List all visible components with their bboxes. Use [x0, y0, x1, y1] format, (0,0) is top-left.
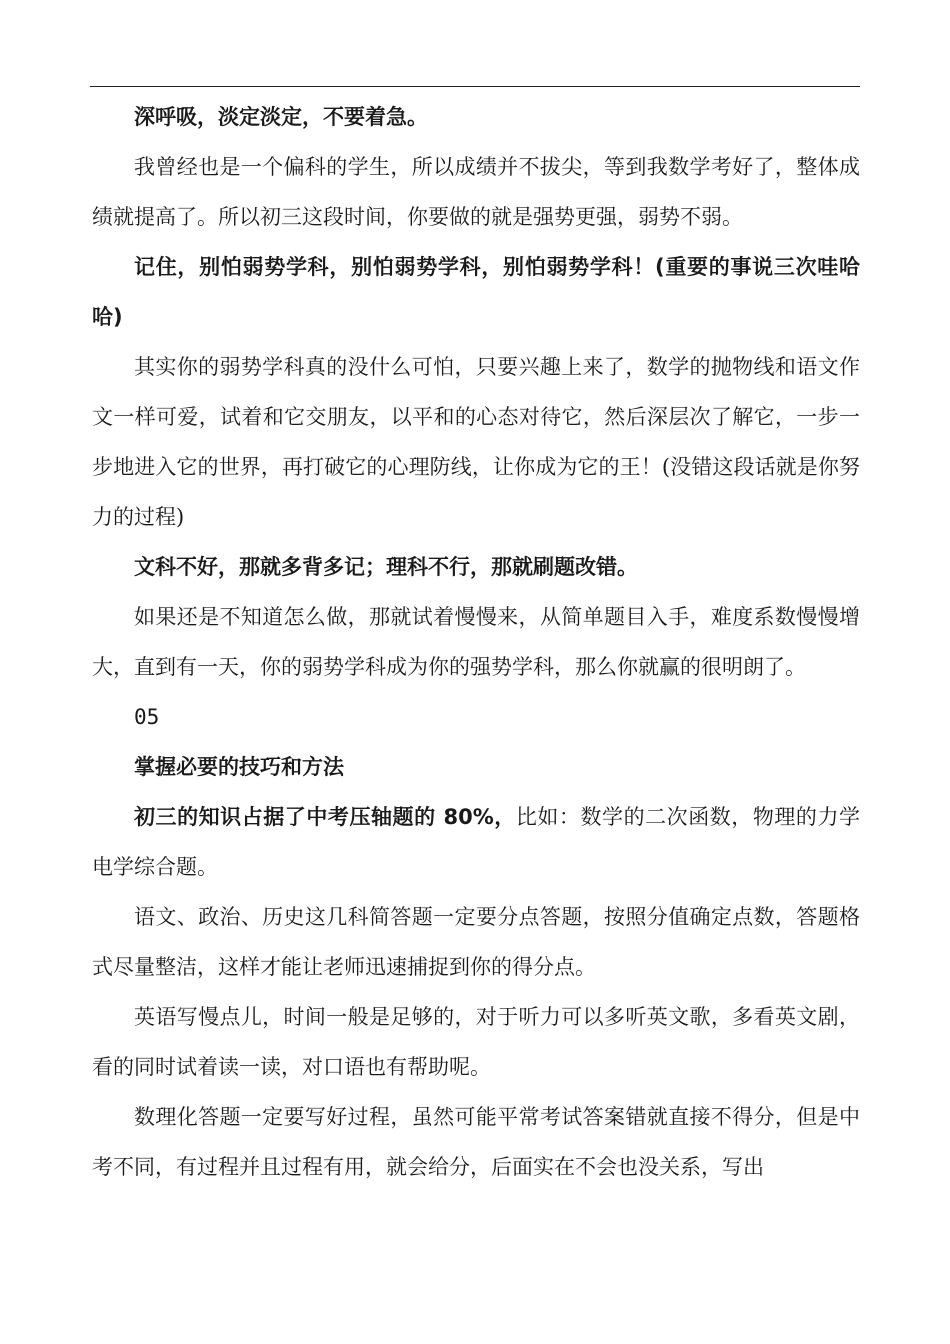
document-body [92, 92, 860, 1192]
text-run: 我曾经也是一个偏科的学生，所以成绩并不拔尖，等到我数学考好了，整体成绩就提高了。所以初三这段时间，你要做的就是强势更强，弱势不弱。 [92, 155, 860, 229]
paragraph-english [92, 992, 860, 1092]
section-heading [92, 742, 860, 792]
text-run: 比如：数学的二次函数，物理的力学电学综合题。 [92, 805, 861, 879]
paragraph-humanities [92, 892, 860, 992]
section-number [92, 692, 860, 742]
paragraph-science [92, 1092, 860, 1192]
text-run: 如果还是不知道怎么做，那就试着慢慢来，从简单题目入手，难度系数慢慢增大，直到有一天，你的弱势学科成为你的强势学科，那么你就赢的很明朗了。 [92, 605, 860, 679]
text-run: 掌握必要的技巧和方法 [134, 755, 344, 779]
paragraph-weak-subject [92, 342, 860, 542]
paragraph-calm [92, 92, 860, 142]
text-run: 初三的知识占据了中考压轴题的 80%， [134, 805, 516, 829]
text-run: 英语写慢点儿，时间一般是足够的，对于听力可以多听英文歌，多看英文剧，看的同时试着读一读，对口语也有帮助呢。 [92, 1005, 860, 1079]
header-rule [90, 86, 860, 87]
paragraph-slowly [92, 592, 860, 692]
paragraph-remember [92, 242, 860, 342]
text-run: 记住，别怕弱势学科，别怕弱势学科，别怕弱势学科！(重要的事说三次哇哈哈) [92, 255, 860, 329]
text-run: 语文、政治、历史这几科简答题一定要分点答题，按照分值确定点数，答题格式尽量整洁，这样才能让老师迅速捕捉到你的得分点。 [92, 905, 860, 979]
text-run: 文科不好，那就多背多记；理科不行，那就刷题改错。 [134, 555, 638, 579]
paragraph-liberal-science [92, 542, 860, 592]
text-run: 深呼吸，淡定淡定，不要着急。 [134, 105, 428, 129]
paragraph-experience [92, 142, 860, 242]
text-run: 数理化答题一定要写好过程，虽然可能平常考试答案错就直接不得分，但是中考不同，有过程并且过程有用，就会给分，后面实在不会也没关系，写出 [92, 1105, 860, 1179]
paragraph-knowledge [92, 792, 860, 892]
text-run: 其实你的弱势学科真的没什么可怕，只要兴趣上来了，数学的抛物线和语文作文一样可爱，试着和它交朋友，以平和的心态对待它，然后深层次了解它，一步一步地进入它的世界，再打破它的心理防线，让你成为它的王！(没错这段话就是你努力的过程) [92, 355, 860, 529]
text-run: 05 [134, 705, 160, 729]
